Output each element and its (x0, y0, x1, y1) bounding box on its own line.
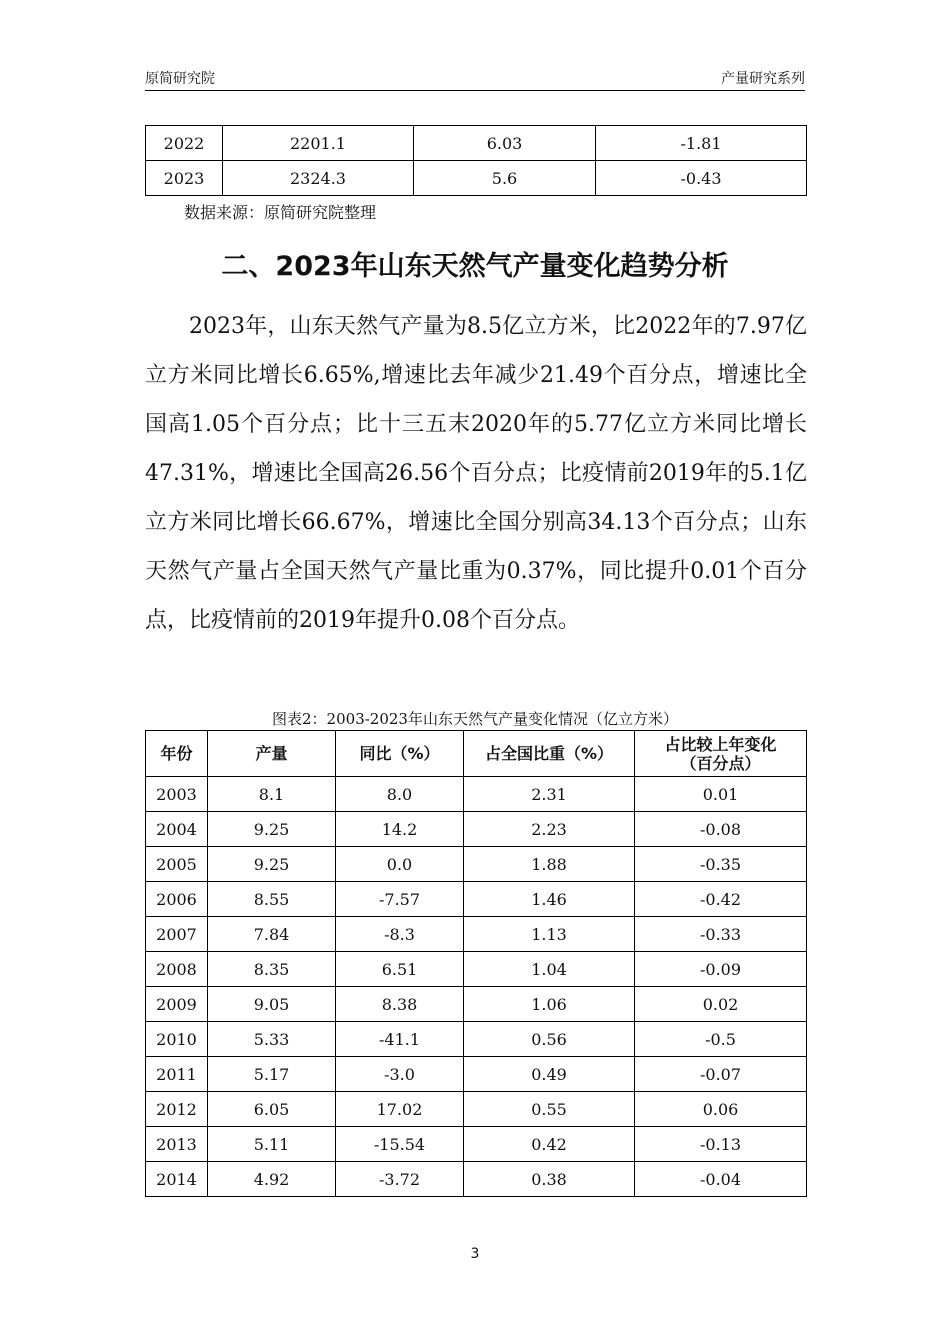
table-cell: 1.06 (464, 987, 635, 1022)
table-cell: 0.38 (464, 1162, 635, 1197)
table-row (146, 952, 807, 987)
column-header: 年份 (146, 731, 208, 777)
table-cell: 9.05 (208, 987, 336, 1022)
page-header (145, 64, 805, 91)
table-row (146, 1092, 807, 1127)
table-cell: -0.43 (596, 161, 807, 196)
table-cell: 1.04 (464, 952, 635, 987)
table-cell: 2324.3 (223, 161, 414, 196)
table-cell: 1.46 (464, 882, 635, 917)
table-row (146, 1127, 807, 1162)
table-cell: 2004 (146, 812, 208, 847)
table-cell: 6.51 (336, 952, 464, 987)
data-source-note: 数据来源：原简研究院整理 (184, 203, 377, 222)
page-number: 3 (470, 1246, 480, 1262)
header-series-name: 产量研究系列 (721, 71, 805, 87)
continued-table (145, 125, 807, 196)
table-cell: 0.56 (464, 1022, 635, 1057)
table-cell: 9.25 (208, 812, 336, 847)
header-org-name: 原简研究院 (145, 71, 215, 87)
table-row (146, 812, 807, 847)
table-cell: 5.11 (208, 1127, 336, 1162)
table-cell: 2009 (146, 987, 208, 1022)
table-cell: 2011 (146, 1057, 208, 1092)
table-cell: 2013 (146, 1127, 208, 1162)
table-cell: -1.81 (596, 126, 807, 161)
table-cell: 6.05 (208, 1092, 336, 1127)
table-cell: 2005 (146, 847, 208, 882)
table-cell: 2022 (146, 126, 223, 161)
table-cell: 8.38 (336, 987, 464, 1022)
table-cell: 0.0 (336, 847, 464, 882)
table-cell: 6.03 (414, 126, 596, 161)
table-cell: 14.2 (336, 812, 464, 847)
table-cell: 5.6 (414, 161, 596, 196)
table-cell: 9.25 (208, 847, 336, 882)
table-cell: 2.23 (464, 812, 635, 847)
table-row (146, 1022, 807, 1057)
table-row (146, 917, 807, 952)
table-cell: -0.42 (635, 882, 807, 917)
table-cell: 2003 (146, 777, 208, 812)
table-cell: -15.54 (336, 1127, 464, 1162)
table-cell: 2012 (146, 1092, 208, 1127)
table-cell: -8.3 (336, 917, 464, 952)
table-row (146, 882, 807, 917)
table-cell: 8.35 (208, 952, 336, 987)
table-cell: 7.84 (208, 917, 336, 952)
table-cell: -0.09 (635, 952, 807, 987)
table-cell: 5.17 (208, 1057, 336, 1092)
table-cell: 8.0 (336, 777, 464, 812)
column-header: 占全国比重（%） (464, 731, 635, 777)
table-row (146, 161, 807, 196)
table-row (146, 987, 807, 1022)
table-row (146, 1057, 807, 1092)
table-caption: 图表2：2003-2023年山东天然气产量变化情况（亿立方米） (272, 710, 678, 728)
table-cell: -0.08 (635, 812, 807, 847)
table-cell: -0.5 (635, 1022, 807, 1057)
table-cell: 2023 (146, 161, 223, 196)
table-cell: -3.0 (336, 1057, 464, 1092)
column-header: 同比（%） (336, 731, 464, 777)
table-cell: 1.88 (464, 847, 635, 882)
table-cell: -0.33 (635, 917, 807, 952)
table-cell: 2007 (146, 917, 208, 952)
table-cell: 2010 (146, 1022, 208, 1057)
column-header: 产量 (208, 731, 336, 777)
table-cell: 4.92 (208, 1162, 336, 1197)
table-cell: -0.07 (635, 1057, 807, 1092)
table-cell: 5.33 (208, 1022, 336, 1057)
section-title: 二、2023年山东天然气产量变化趋势分析 (221, 251, 729, 282)
table-cell: 0.42 (464, 1127, 635, 1162)
table-cell: 0.55 (464, 1092, 635, 1127)
table-row (146, 847, 807, 882)
table-cell: -41.1 (336, 1022, 464, 1057)
table-header-row (146, 731, 807, 777)
table-cell: 2.31 (464, 777, 635, 812)
table-cell: 2006 (146, 882, 208, 917)
table-cell: -0.13 (635, 1127, 807, 1162)
production-table (145, 730, 807, 1197)
table-cell: 8.55 (208, 882, 336, 917)
table-cell: 0.01 (635, 777, 807, 812)
table-row (146, 1162, 807, 1197)
table-row (146, 777, 807, 812)
table-cell: 0.02 (635, 987, 807, 1022)
table-cell: -0.04 (635, 1162, 807, 1197)
table-cell: 2008 (146, 952, 208, 987)
table-cell: 1.13 (464, 917, 635, 952)
column-header: 占比较上年变化 （百分点） (635, 731, 807, 777)
table-cell: 0.06 (635, 1092, 807, 1127)
table-cell: -7.57 (336, 882, 464, 917)
table-cell: 0.49 (464, 1057, 635, 1092)
table-row (146, 126, 807, 161)
table-cell: 2014 (146, 1162, 208, 1197)
body-paragraph: 2023年，山东天然气产量为8.5亿立方米，比2022年的7.97亿立方米同比增长6.65%,增速比去年减少21.49个百分点，增速比全国高1.05个百分点；比十三五末2020年的5.77亿立方米同比增长47.31%，增速比全国高26.56个百分点；比疫情前2019年的5.1亿立方米同比增长66.67%，增速比全国分别高34.13个百分点；山东天然气产量占全国天然气产量比重为0.37%，同比提升0.01个百分点，比疫情前的2019年提升0.08个百分点。 (145, 314, 807, 633)
table-cell: -3.72 (336, 1162, 464, 1197)
table-cell: 2201.1 (223, 126, 414, 161)
table-cell: -0.35 (635, 847, 807, 882)
table-cell: 8.1 (208, 777, 336, 812)
table-cell: 17.02 (336, 1092, 464, 1127)
